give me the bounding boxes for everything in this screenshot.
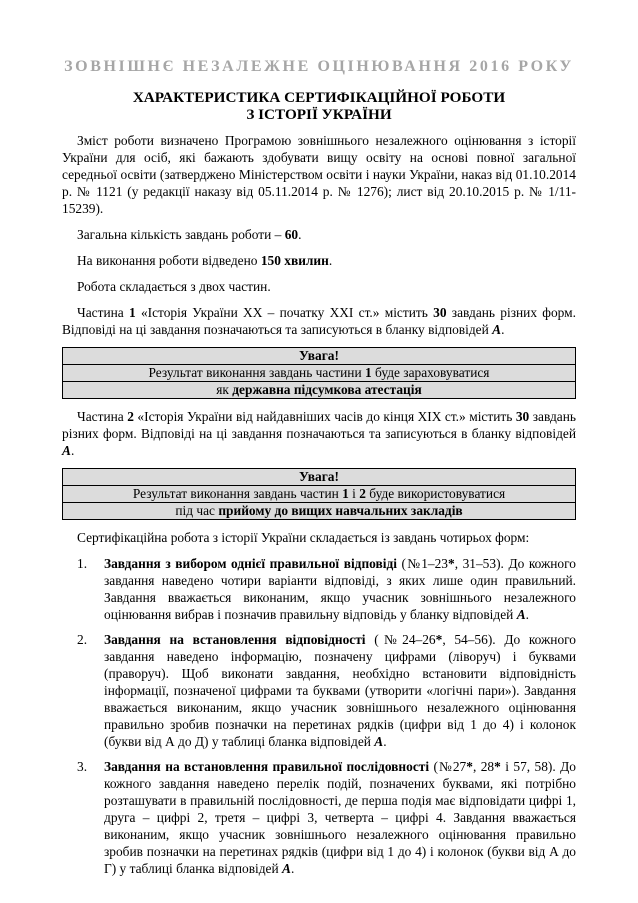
list-item-number: 3. (77, 759, 88, 774)
exam-header: ЗОВНІШНЄ НЕЗАЛЕЖНЕ ОЦІНЮВАННЯ 2016 РОКУ (64, 58, 574, 75)
part1-paragraph: Частина 1 «Історія України ХХ – початку ХХІ ст.» містить 30 завдань різних форм. Відповіді на ці завдання позначаються та записуються в бланку відповідей А. (62, 305, 576, 337)
list-item: 1. Завдання з вибором однієї правильної відповіді (№1–23*, 31–53). До кожного завдання наведено чотири варіанти відповіді, з яких лише один правильний. Завдання вважається виконаним, якщо учасник зовнішнього незалежного оцінювання вибрав і позначив правильну відповідь у бланку відповідей А. (77, 556, 576, 622)
form-name: Завдання з вибором однієї правильної відповіді (104, 556, 397, 571)
time-value: 150 хвилин (260, 253, 329, 268)
notice-line: як державна підсумкова атестація (63, 381, 575, 398)
tasks-count-paragraph: Загальна кількість завдань роботи – 60. (77, 227, 302, 242)
list-item: 3. Завдання на встановлення правильної послідовності (№27*, 28* і 57, 58). До кожного завдання наведено перелік подій, позначених буквами, які потрібно розташувати в правильній послідовності, де перша подія має відповідати цифрі 1, друга – цифрі 2, третя – цифрі 3, четверта – цифрі 4. Завдання вважається виконаним, якщо учасник зовнішнього незалежного оцінювання правильно зробив позначки на перетинах рядків (цифри від 1 до 4) і колонок (букви від А до Г) у таблиці бланка відповідей А. (77, 759, 576, 876)
notice-line: Результат виконання завдань частини 1 буде зараховуватися (63, 364, 575, 381)
notice-heading: Увага! (299, 348, 339, 363)
document-title (62, 89, 576, 123)
notice-line: Результат виконання завдань частин 1 і 2 буде використовуватися (63, 485, 575, 502)
time-paragraph: На виконання роботи відведено 150 хвилин. (77, 253, 333, 268)
intro-paragraph: Зміст роботи визначено Програмою зовнішнього незалежного оцінювання з історії України для осіб, які бажають здобувати вищу освіту на основі повної загальної середньої освіти (затверджено Міністерством освіти і науки України, наказ від 01.10.2014 р. № 1121 (у редакції наказу від 05.11.2014 р. № 1276); лист від 20.10.2015 р. № 1/11-15239). (62, 133, 576, 216)
notice-box-1 (62, 347, 576, 399)
forms-intro: Сертифікаційна робота з історії України складається із завдань чотирьох форм: (77, 530, 530, 545)
notice-box-2 (62, 468, 576, 520)
form-name: Завдання на встановлення правильної послідовності (104, 759, 430, 774)
title-line-1: ХАРАКТЕРИСТИКА СЕРТИФІКАЦІЙНОЇ РОБОТИ (132, 89, 506, 106)
tasks-count: 60 (284, 227, 299, 242)
title-line-2: З ІСТОРІЇ УКРАЇНИ (246, 106, 392, 123)
notice-line: під час прийому до вищих навчальних закладів (63, 502, 575, 519)
notice-heading: Увага! (299, 469, 339, 484)
parts-paragraph: Робота складається з двох частин. (77, 279, 271, 294)
list-item-number: 2. (77, 632, 88, 647)
task-forms-list (62, 555, 576, 877)
list-item-number: 1. (77, 556, 88, 571)
part2-paragraph: Частина 2 «Історія України від найдавніших часів до кінця ХІХ ст.» містить 30 завдань різних форм. Відповіді на ці завдання позначаються та записуються в бланку відповідей А. (62, 409, 576, 458)
form-name: Завдання на встановлення відповідності (104, 632, 366, 647)
list-item: 2. Завдання на встановлення відповідності (№24–26*, 54–56). До кожного завдання наведено інформацію, позначену цифрами (ліворуч) і буквами (праворуч). Щоб виконати завдання, необхідно встановити відповідність інформації, позначеної цифрами та буквами (утворити «логічні пари»). Завдання вважається виконаним, якщо учасник зовнішнього незалежного оцінювання правильно зробив позначки на перетинах рядків (цифри від 1 до 4) і колонок (букви від А до Д) у таблиці бланка відповідей А. (77, 632, 576, 749)
